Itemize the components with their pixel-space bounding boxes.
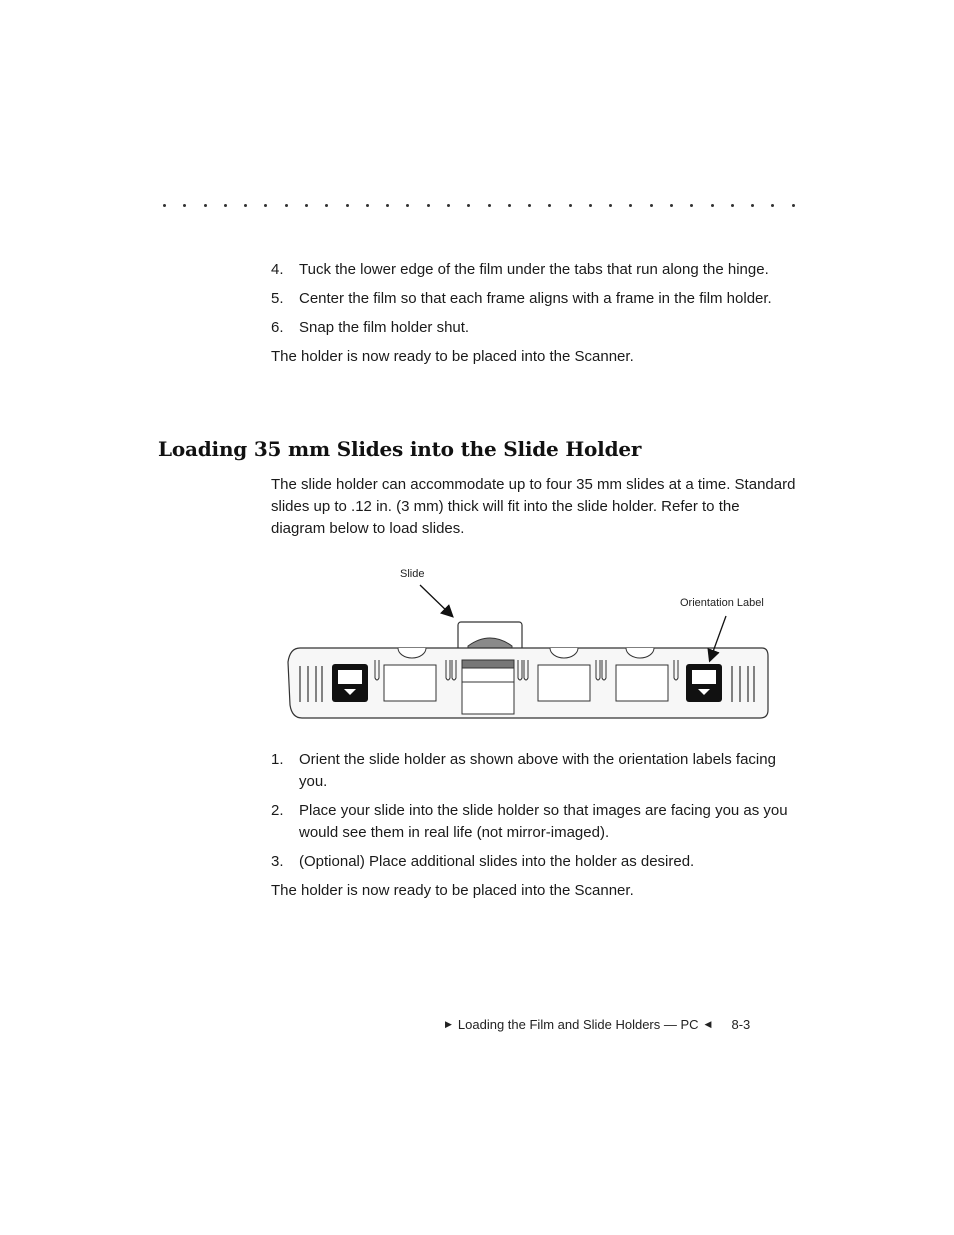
slot-1: [384, 665, 436, 701]
triangle-left-icon: ◀: [704, 1019, 712, 1029]
list-item: 4. Tuck the lower edge of the film under the tabs that run along the hinge.: [271, 261, 769, 278]
slide-label: Slide: [400, 568, 425, 580]
triangle-right-icon: ▶: [445, 1019, 452, 1029]
dotted-rule: [163, 204, 795, 207]
list-item: 5. Center the film so that each frame aligns with a frame in the film holder.: [271, 290, 772, 307]
intro-text: The slide holder can accommodate up to four 35 mm slides at a time. Standard slides up to .12 in. (3 mm) thick will fit into the slide holder. Refer to the diagram below to load slides.: [271, 476, 796, 537]
list-item: 1. Orient the slide holder as shown above with the orientation labels facing you.: [271, 751, 776, 790]
intro-block: [271, 474, 796, 540]
slide-holder-svg: [280, 560, 780, 725]
list-item: 6. Snap the film holder shut.: [271, 319, 470, 336]
ready-text: The holder is now ready to be placed into the Scanner.: [271, 882, 634, 899]
section-title: Loading 35 mm Slides into the Slide Holder: [158, 437, 642, 461]
slot-2: [462, 668, 514, 714]
top-steps-list: [271, 259, 796, 339]
bottom-steps-block: [271, 749, 796, 902]
top-steps-block: [271, 259, 796, 368]
ready-text: The holder is now ready to be placed into the Scanner.: [271, 348, 634, 365]
bottom-steps-list: [271, 749, 796, 873]
list-item: 3. (Optional) Place additional slides into the holder as desired.: [271, 853, 695, 870]
slot-3: [538, 665, 590, 701]
page-number: 8-3: [731, 1017, 751, 1032]
orientation-label-right: [686, 664, 722, 702]
orientation-label-left: [332, 664, 368, 702]
slide-arrow: [420, 585, 452, 616]
slide-holder-diagram: [280, 560, 780, 730]
slide-edge: [462, 660, 514, 668]
page-footer: [445, 1017, 750, 1032]
slot-4: [616, 665, 668, 701]
footer-title: Loading the Film and Slide Holders — PC: [457, 1017, 699, 1032]
orientation-label-text: Orientation Label: [680, 597, 764, 609]
list-item: 2. Place your slide into the slide holder so that images are facing you as you would see them in real life (not mirror-imaged).: [271, 802, 788, 841]
